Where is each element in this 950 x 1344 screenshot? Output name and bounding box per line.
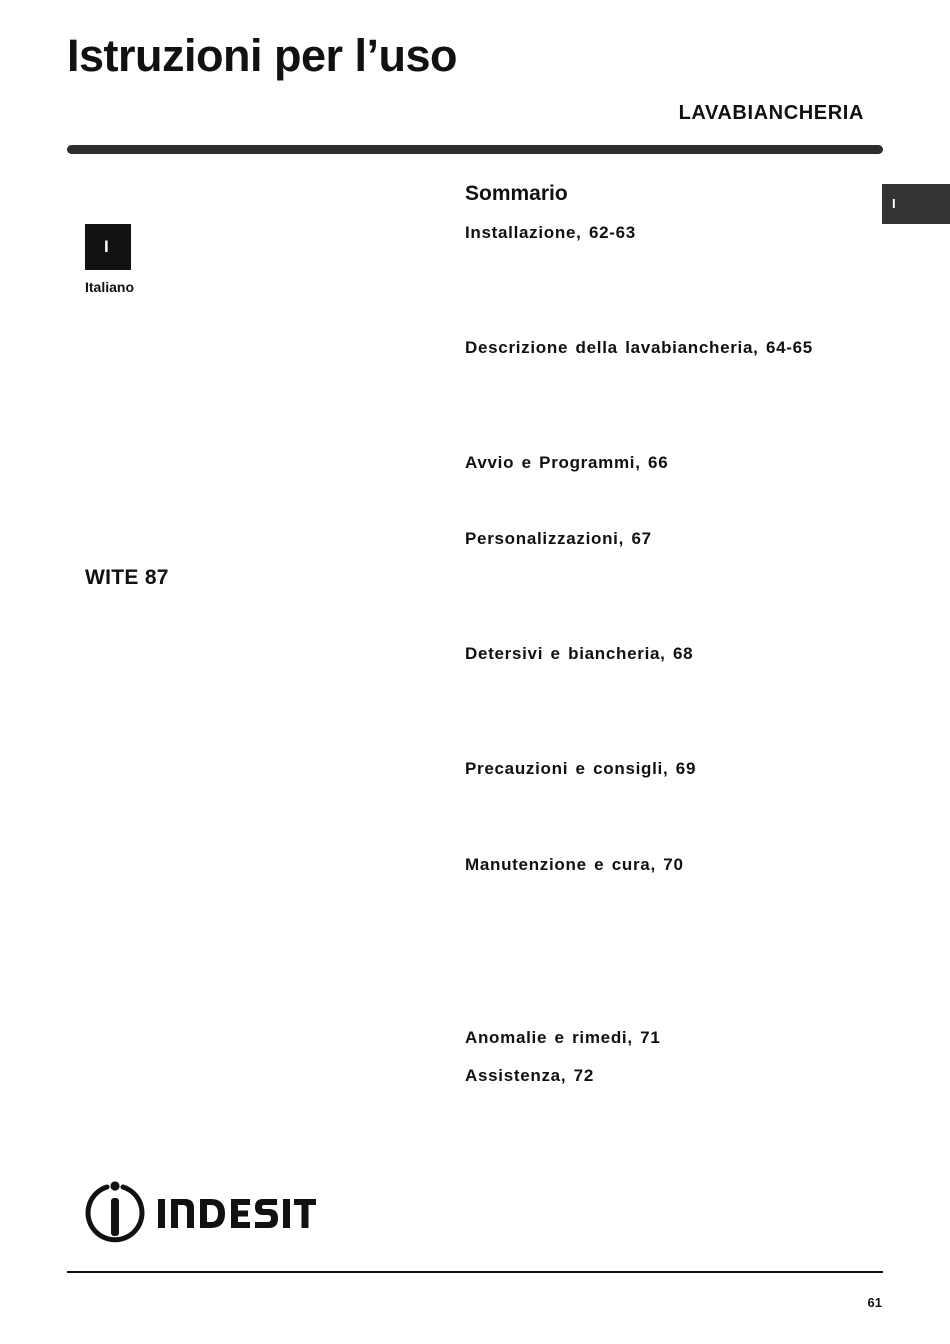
footer-divider: [67, 1271, 883, 1273]
language-side-tab[interactable]: I: [882, 184, 950, 224]
product-type: LAVABIANCHERIA: [678, 102, 864, 124]
model-name: WITE 87: [85, 566, 169, 589]
toc-entry-manutenzione[interactable]: Manutenzione e cura, 70: [465, 855, 684, 874]
toc-entry-detersivi[interactable]: Detersivi e biancheria, 68: [465, 644, 694, 663]
language-name: Italiano: [85, 279, 135, 295]
toc-entry-avvio[interactable]: Avvio e Programmi, 66: [465, 453, 669, 472]
indesit-i-logo-icon: [84, 1181, 316, 1243]
toc-entry-personalizzazioni[interactable]: Personalizzazioni, 67: [465, 529, 652, 548]
toc-heading: Sommario: [465, 182, 568, 205]
toc-entry-installazione[interactable]: Installazione, 62-63: [465, 223, 636, 242]
page-title: Istruzioni per l’uso: [67, 30, 458, 81]
language-code-badge: I: [85, 224, 131, 270]
brand-logo: [84, 1181, 316, 1243]
toc-entry-descrizione[interactable]: Descrizione della lavabiancheria, 64-65: [465, 338, 813, 357]
page-number: 61: [867, 1295, 882, 1310]
toc-entry-precauzioni[interactable]: Precauzioni e consigli, 69: [465, 759, 697, 778]
header-divider: [67, 145, 883, 154]
toc-entry-assistenza[interactable]: Assistenza, 72: [465, 1066, 594, 1085]
toc-entry-anomalie[interactable]: Anomalie e rimedi, 71: [465, 1028, 661, 1047]
